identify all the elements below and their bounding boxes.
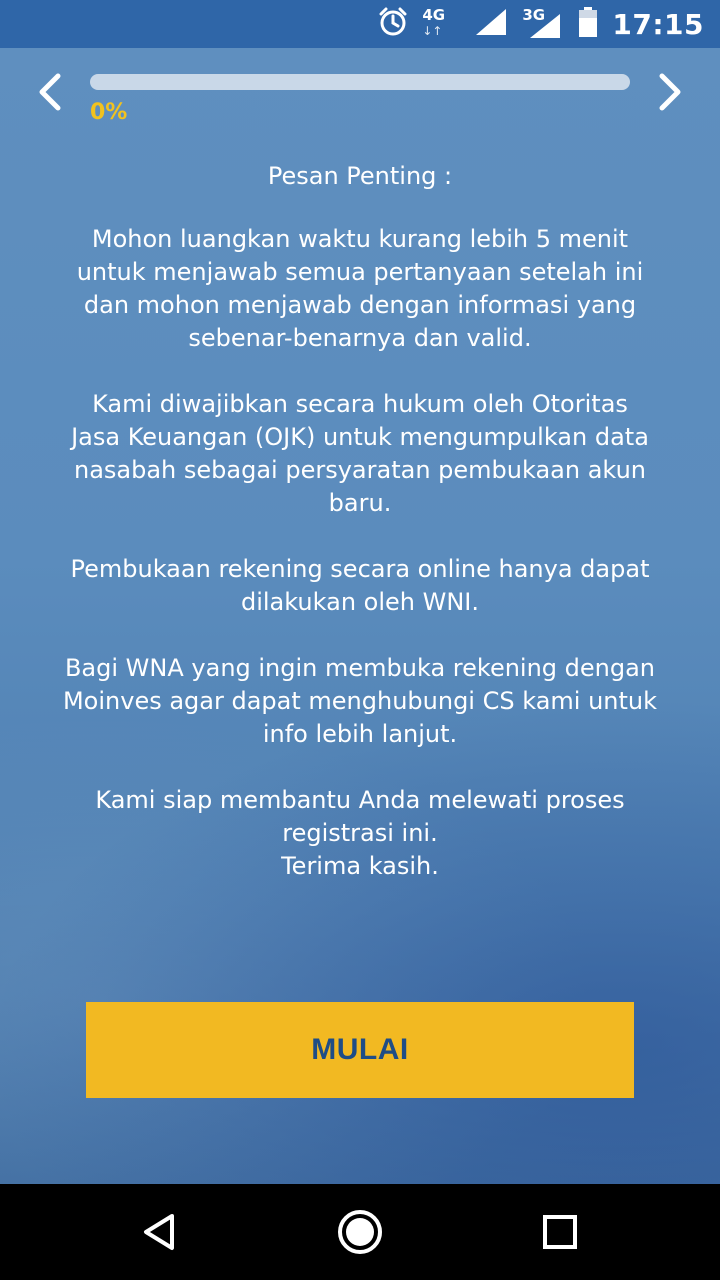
triangle-back-icon (136, 1208, 184, 1256)
chevron-left-icon (30, 70, 70, 114)
progress-label: 0% (90, 100, 128, 125)
data-activity-icon: ↓↑ (422, 24, 443, 38)
message-paragraph-ojk: Kami diwajibkan secara hukum oleh Otoritas Jasa Keuangan (OJK) untuk mengumpulkan data nasabah sebagai persyaratan pembukaan akun baru. (71, 390, 649, 517)
signal-icon (474, 7, 508, 41)
status-time: 17:15 (612, 7, 704, 41)
network-4g-label: 4G (422, 6, 446, 24)
nav-back-button[interactable] (136, 1208, 184, 1256)
system-nav-bar (0, 1184, 720, 1280)
network-3g-label: 3G (522, 6, 546, 24)
nav-recents-button[interactable] (536, 1208, 584, 1256)
battery-icon (578, 6, 598, 42)
start-button[interactable]: MULAI (86, 1002, 634, 1098)
important-message (60, 160, 660, 916)
back-button[interactable] (30, 70, 70, 114)
alarm-icon (378, 7, 408, 41)
message-paragraph-wni: Pembukaan rekening secara online hanya dapat dilakukan oleh WNI. (70, 555, 650, 616)
app-screen (0, 48, 720, 1184)
chevron-right-icon (650, 70, 690, 114)
signal-secondary-icon (528, 12, 562, 40)
message-paragraph-wna: Bagi WNA yang ingin membuka rekening dengan Moinves agar dapat menghubungi CS kami untuk info lebih lanjut. (62, 654, 658, 748)
message-paragraph-thanks: Kami siap membantu Anda melewati proses registrasi ini. Terima kasih. (95, 786, 625, 880)
status-bar (0, 0, 720, 48)
message-title: Pesan Penting : (267, 162, 453, 190)
home-circle-icon (336, 1208, 384, 1256)
network-3g-indicator (522, 6, 564, 42)
square-recents-icon (536, 1208, 584, 1256)
forward-button[interactable] (650, 70, 690, 114)
message-paragraph-time: Mohon luangkan waktu kurang lebih 5 menit untuk menjawab semua pertanyaan setelah ini dan mohon menjawab dengan informasi yang sebenar-benarnya dan valid. (76, 225, 644, 352)
nav-home-button[interactable] (336, 1208, 384, 1256)
progress-bar (90, 74, 630, 90)
network-4g-indicator (422, 6, 460, 42)
